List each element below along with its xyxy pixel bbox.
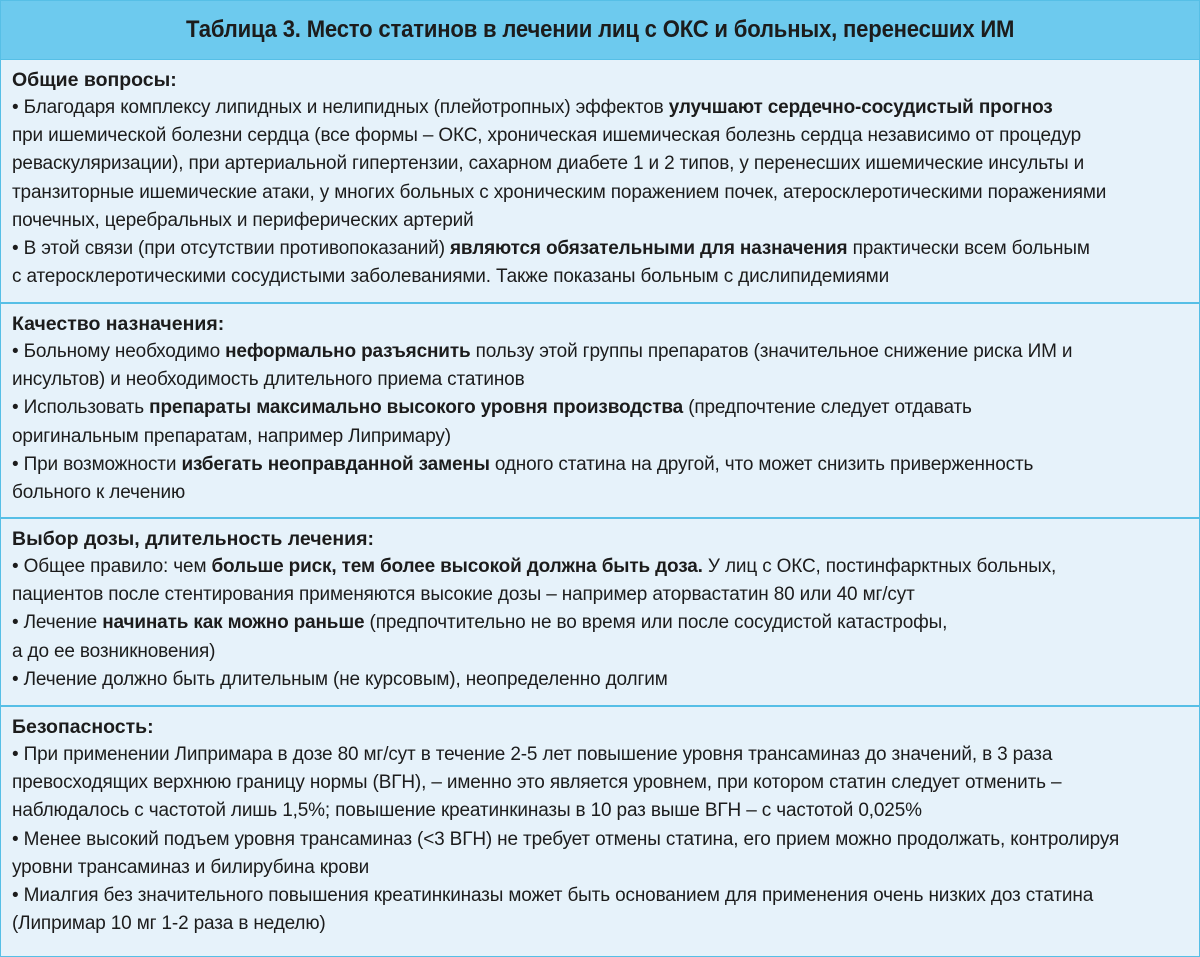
text-line (12, 394, 1188, 422)
plain-text: транзиторные ишемические атаки, у многих больных с хроническим поражением почек, атеросклеротическими поражениями (12, 181, 1107, 203)
plain-text: почечных, церебральных и периферических артерий (12, 209, 474, 231)
emphasis-text: улучшают сердечно-сосудистый прогноз (668, 97, 1053, 118)
plain-text: • Благодаря комплексу липидных и нелипидных (плейотропных) эффектов (12, 97, 669, 118)
text-line (12, 769, 1188, 797)
plain-text: • Общее правило: чем (12, 556, 212, 577)
plain-text: • Лечение должно быть длительным (не курсовым), неопределенно долгим (12, 668, 668, 690)
text-line (12, 366, 1188, 394)
text-line (12, 207, 1188, 235)
emphasis-text: больше риск, тем более высокой должна быть доза. (211, 556, 703, 577)
text-line (12, 235, 1188, 263)
plain-text: оригинальным препаратам, например Липримару) (12, 425, 451, 447)
section-safety (1, 705, 1199, 938)
plain-text: У лиц с ОКС, постинфарктных больных, (702, 556, 1057, 577)
text-line (12, 338, 1188, 366)
plain-text: наблюдалось с частотой лишь 1,5%; повышение креатинкиназы в 10 раз выше ВГН – с частотой 0,025% (12, 800, 922, 822)
plain-text: • Использовать (12, 397, 150, 419)
text-line (12, 553, 1188, 581)
text-line (12, 479, 1188, 507)
text-line (12, 666, 1188, 694)
plain-text: при ишемической болезни сердца (все формы – ОКС, хроническая ишемическая болезнь сердца независимо от процедур (12, 125, 1082, 147)
plain-text: • В этой связи (при отсутствии противопоказаний) (12, 238, 450, 260)
plain-text: уровни трансаминаз и билирубина крови (12, 856, 370, 878)
text-line (12, 122, 1188, 150)
section-heading: Общие вопросы: (12, 69, 177, 91)
plain-text: • Миалгия без значительного повышения креатинкиназы может быть основанием для применения очень низких доз статина (12, 885, 1094, 907)
plain-text: • Больному необходимо (12, 341, 226, 362)
plain-text: (Липримар 10 мг 1-2 раза в неделю) (12, 913, 326, 935)
emphasis-text: начинать как можно раньше (102, 612, 365, 634)
text-line (12, 423, 1188, 451)
plain-text: больного к лечению (12, 482, 186, 504)
text-line (12, 910, 1188, 938)
plain-text: • При применении Липримара в дозе 80 мг/сут в течение 2-5 лет повышение уровня трансаминаз до значений, в 3 раза (12, 744, 1053, 765)
text-line (12, 94, 1188, 122)
section-dose-duration (1, 517, 1199, 694)
text-line (12, 854, 1188, 882)
table-title-bar (1, 1, 1199, 60)
plain-text: (предпочтительно не во время или после сосудистой катастрофы, (364, 612, 948, 634)
plain-text: • Лечение (12, 612, 103, 634)
table-title: Таблица 3. Место статинов в лечении лиц с ОКС и больных, перенесших ИМ (185, 16, 1015, 43)
plain-text: с атеросклеротическими сосудистыми заболеваниями. Также показаны больным с дислипидемиями (12, 266, 890, 288)
plain-text: реваскуляризации), при артериальной гипертензии, сахарном диабете 1 и 2 типов, у перенесших ишемические инсульты и (12, 153, 1085, 175)
plain-text: пользу этой группы препаратов (значительное снижение риска ИМ и (470, 341, 1073, 362)
emphasis-text: избегать неоправданной замены (181, 453, 490, 475)
plain-text: превосходящих верхнюю границу нормы (ВГН), – именно это является уровнем, при котором статин следует отменить – (12, 772, 1062, 794)
text-line (12, 741, 1188, 769)
text-line (12, 797, 1188, 825)
section-general (1, 60, 1199, 291)
plain-text: • При возможности (12, 453, 182, 475)
plain-text: • Менее высокий подъем уровня трансаминаз (<3 ВГН) не требует отмены статина, его прием можно продолжать, контролируя (12, 828, 1120, 850)
section-heading: Безопасность: (12, 716, 154, 738)
section-heading: Выбор дозы, длительность лечения: (12, 528, 375, 550)
plain-text: инсультов) и необходимость длительного приема статинов (12, 369, 525, 391)
text-line (12, 150, 1188, 178)
emphasis-text: неформально разъяснить (225, 341, 471, 362)
text-line (12, 179, 1188, 207)
text-line (12, 882, 1188, 910)
text-line (12, 609, 1188, 637)
plain-text: практически всем больным (847, 238, 1090, 260)
section-heading: Качество назначения: (12, 313, 225, 335)
text-line (12, 826, 1188, 854)
text-line (12, 451, 1188, 479)
emphasis-text: являются обязательными для назначения (449, 238, 848, 260)
section-prescription-quality (1, 302, 1199, 507)
plain-text: (предпочтение следует отдавать (683, 397, 972, 419)
text-line (12, 263, 1188, 291)
plain-text: а до ее возникновения) (12, 640, 216, 662)
text-line (12, 581, 1188, 609)
plain-text: пациентов после стентирования применяются высокие дозы – например аторвастатин 80 или 40 мг/сут (12, 584, 915, 606)
plain-text: одного статина на другой, что может снизить приверженность (489, 453, 1034, 475)
text-line (12, 638, 1188, 666)
emphasis-text: препараты максимально высокого уровня производства (149, 397, 684, 419)
